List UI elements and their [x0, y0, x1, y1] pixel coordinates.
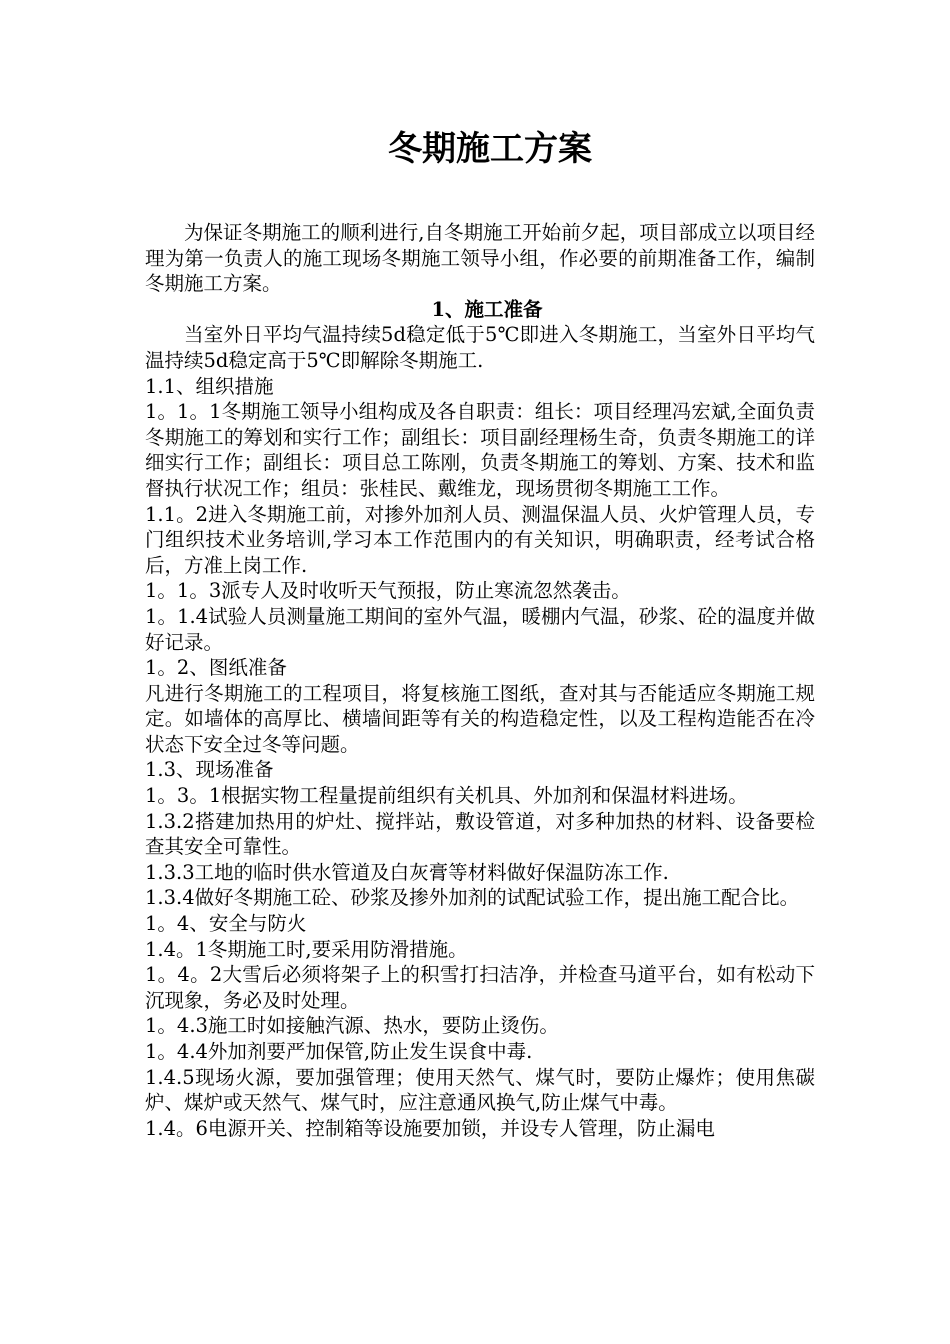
section-heading-1: 1、施工准备 [431, 297, 543, 321]
paragraph-1-4-1: 1.4。1冬期施工时,要采用防滑措施。 [145, 937, 468, 961]
document-title: 冬期施工方案 [388, 129, 592, 169]
paragraph-1-3-1: 1。3。1根据实物工程量提前组织有关机具、外加剂和保温材料进场。 [145, 784, 748, 808]
paragraph-1-1-2: 1.1。2进入冬期施工前，对掺外加剂人员、测温保温人员、火炉管理人员，专门组织技术业务培训,学习本工作范围内的有关知识，明确职责，经考试合格后，方准上岗工作. [145, 502, 815, 577]
section-1-intro: 当室外日平均气温持续5d稳定低于5℃即进入冬期施工，当室外日平均气温持续5d稳定高于5℃即解除冬期施工. [145, 323, 815, 372]
paragraph-1-3-2: 1.3.2搭建加热用的炉灶、搅拌站，敷设管道，对多种加热的材料、设备要检查其安全可靠性。 [145, 809, 815, 859]
subsection-heading-1-4: 1。4、安全与防火 [145, 912, 307, 936]
paragraph-1-1-1: 1。1。1冬期施工领导小组构成及各自职责：组长：项目经理冯宏斌,全面负责冬期施工的筹划和实行工作；副组长：项目副经理杨生奇，负责冬期施工的详细实行工作；副组长：项目总工陈刚，负责冬期施工的筹划、方案、技术和监督执行状况工作；组员：张桂民、戴维龙，现场贯彻冬期施工工作。 [145, 400, 815, 500]
paragraph-1-4-6: 1.4。6电源开关、控制箱等设施要加锁，并设专人管理，防止漏电 [145, 1116, 715, 1140]
paragraph-1-1-3: 1。1。3派专人及时收听天气预报，防止寒流忽然袭击。 [145, 579, 631, 603]
paragraph-1-4-3: 1。4.3施工时如接触汽源、热水，要防止烫伤。 [145, 1014, 559, 1038]
subsection-heading-1-3: 1.3、现场准备 [145, 758, 274, 782]
paragraph-1-3-4: 1.3.4做好冬期施工砼、砂浆及掺外加剂的试配试验工作，提出施工配合比。 [145, 886, 800, 910]
paragraph-1-4-5: 1.4.5现场火源，要加强管理；使用天然气、煤气时，要防止爆炸；使用焦碳炉、煤炉或天然气、煤气时，应注意通风换气,防止煤气中毒。 [145, 1065, 815, 1115]
subsection-heading-1-2: 1。2、图纸准备 [145, 656, 287, 680]
paragraph-1-2: 凡进行冬期施工的工程项目，将复核施工图纸，查对其与否能适应冬期施工规定。如墙体的高厚比、横墙间距等有关的构造稳定性，以及工程构造能否在冷状态下安全过冬等问题。 [145, 681, 815, 756]
paragraph-1-3-3: 1.3.3工地的临时供水管道及白灰膏等材料做好保温防冻工作. [145, 860, 669, 884]
subsection-heading-1-1: 1.1、组织措施 [145, 374, 274, 398]
paragraph-1-4-2: 1。4。2大雪后必须将架子上的积雪打扫洁净，并检查马道平台，如有松动下沉现象，务必及时处理。 [145, 963, 815, 1012]
intro-paragraph: 为保证冬期施工的顺利进行,自冬期施工开始前夕起，项目部成立以项目经理为第一负责人的施工现场冬期施工领导小组，作必要的前期准备工作，编制冬期施工方案。 [145, 221, 815, 296]
paragraph-1-4-4: 1。4.4外加剂要严加保管,防止发生误食中毒. [145, 1040, 533, 1063]
document-body [145, 220, 815, 1141]
paragraph-1-1-4: 1。1.4试验人员测量施工期间的室外气温，暖棚内气温，砂浆、砼的温度并做好记录。 [145, 604, 815, 654]
